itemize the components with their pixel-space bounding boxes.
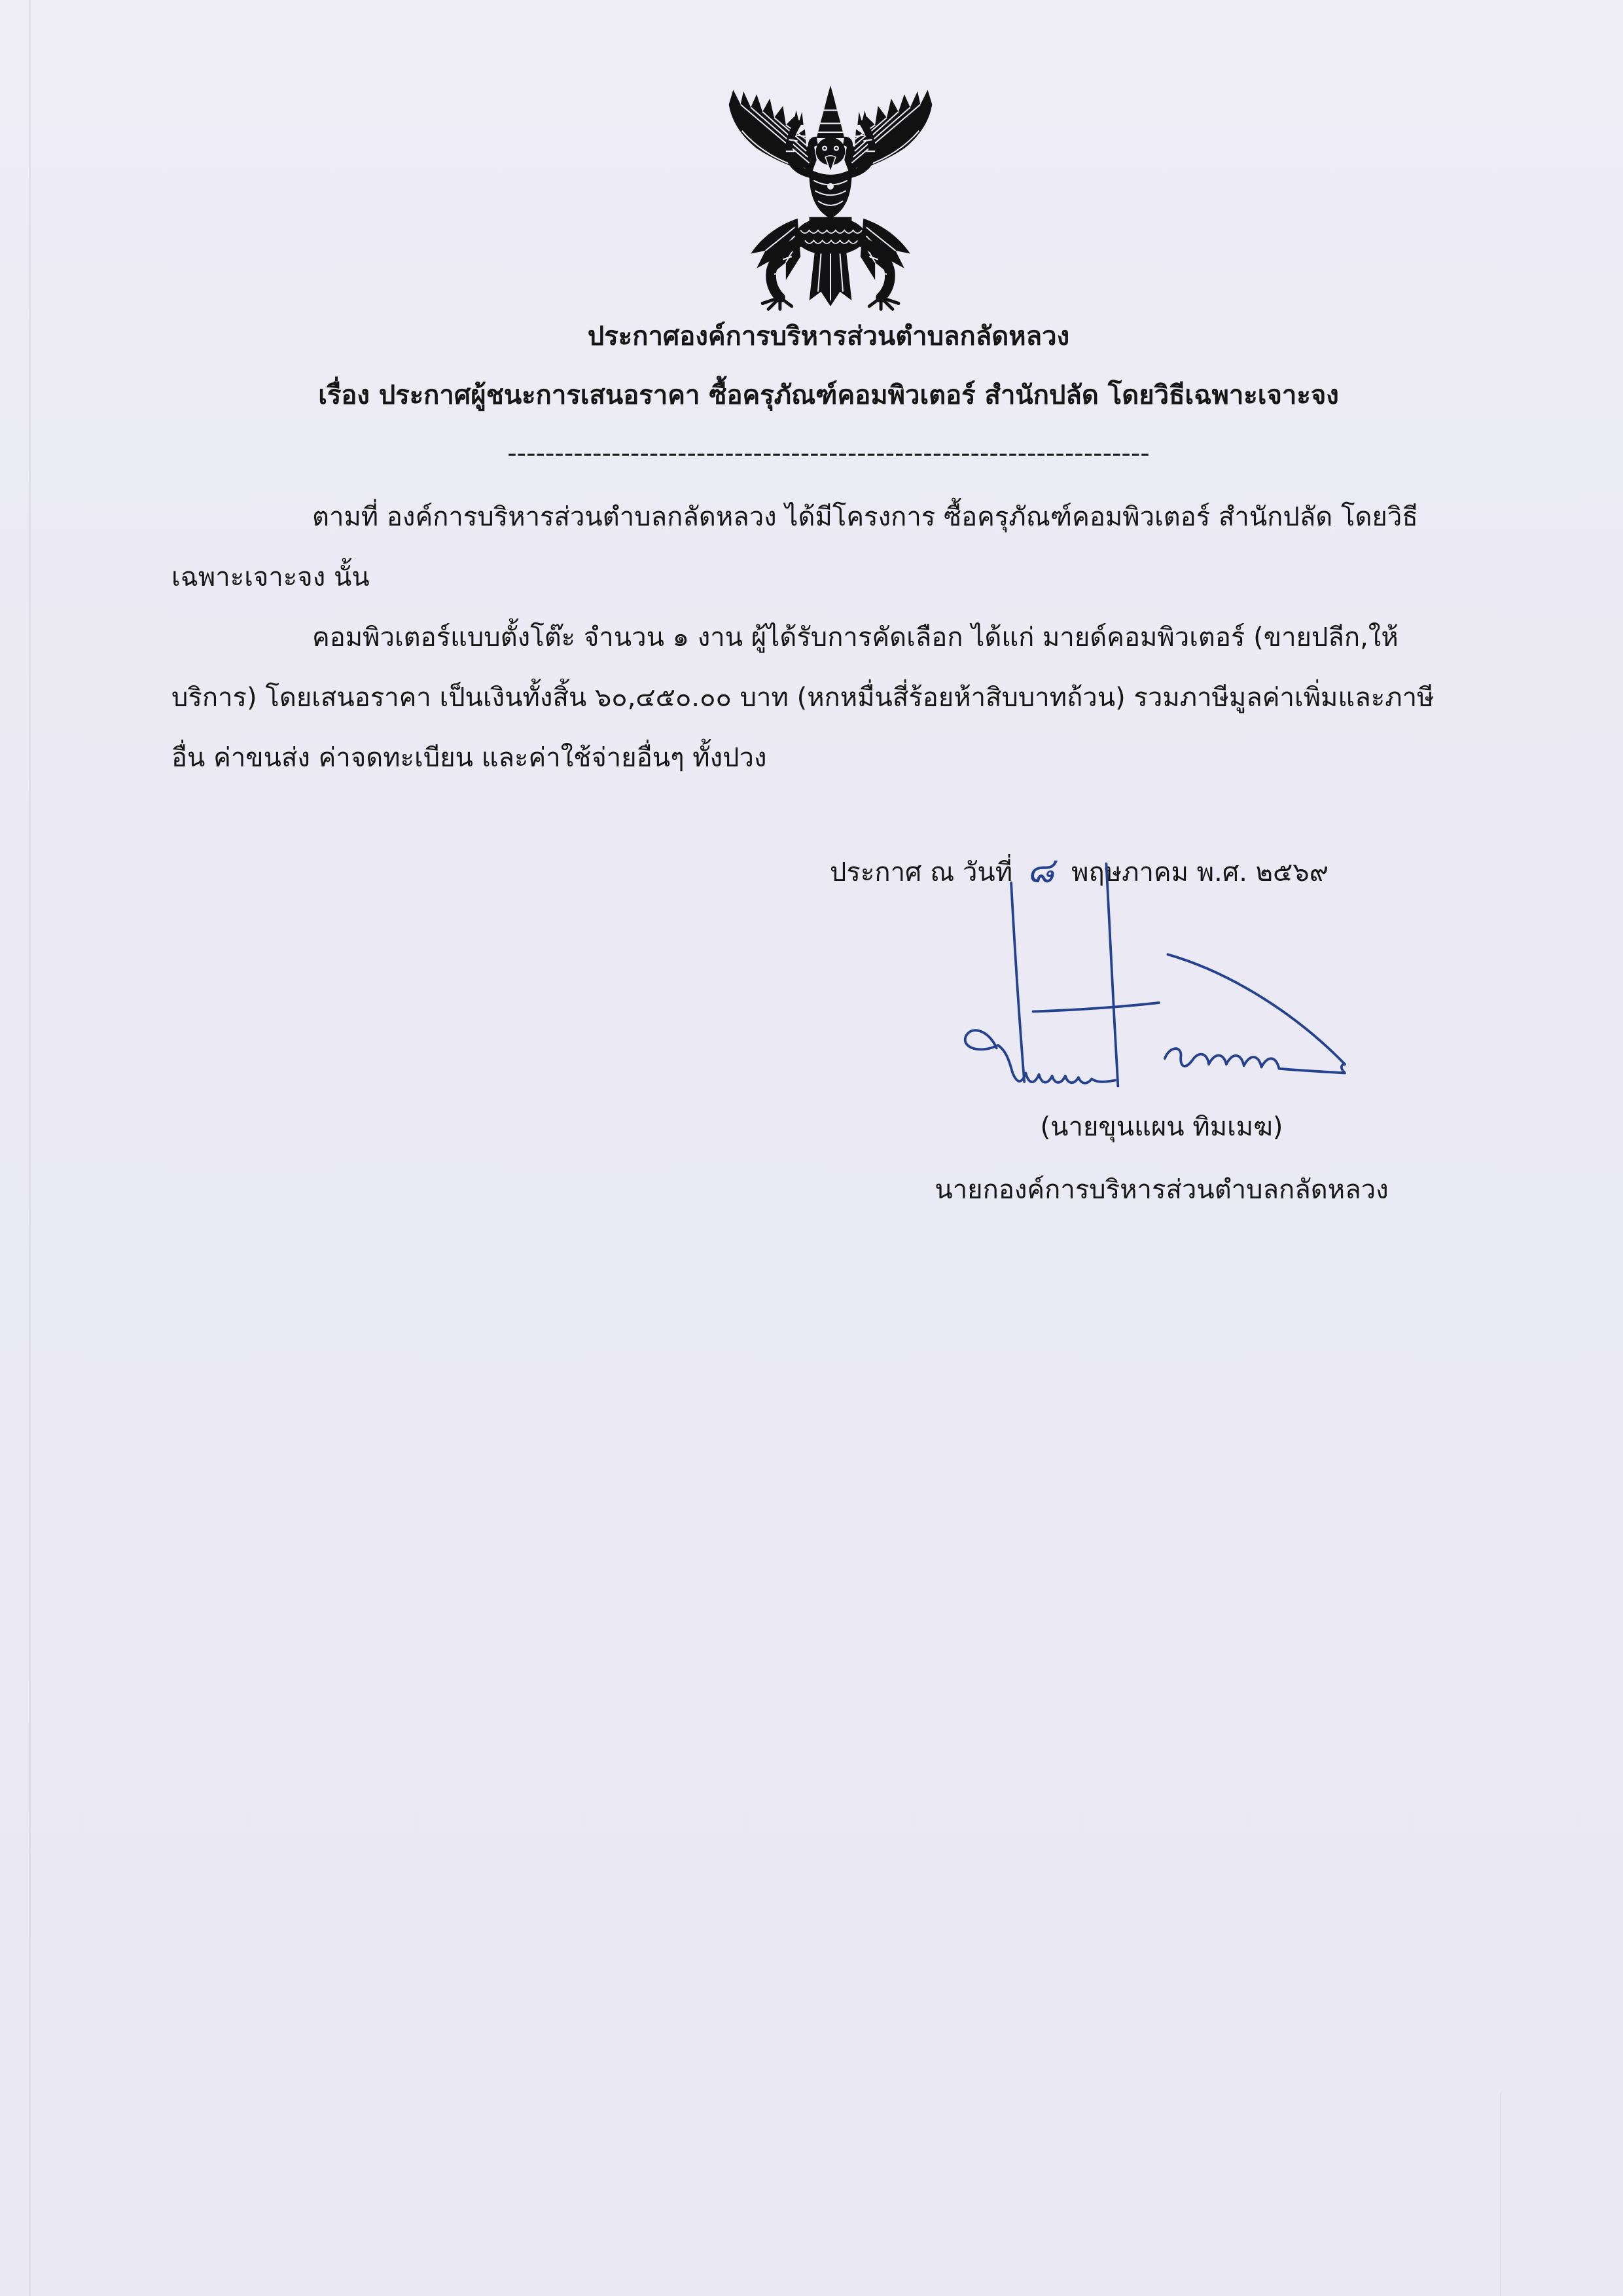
signature	[936, 849, 1376, 1113]
signatory-position: นายกองค์การบริหารส่วนตำบลกลัดหลวง	[935, 1175, 1389, 1205]
signatory-name: (นายขุนแผน ทิมเมฆ)	[1040, 1112, 1283, 1142]
date-day-handwritten: ๘	[1027, 850, 1054, 891]
body-line: บริการ) โดยเสนอราคา เป็นเงินทั้งสิ้น ๖๐,๔๕๐.๐๐ บาท (หกหมื่นสี่ร้อยห้าสิบบาทถ้วน) รวมภาษีมูลค่าเพิ่มและภาษี	[171, 683, 1435, 713]
announcement-body	[171, 487, 1477, 788]
scan-edge-bottom	[1500, 2093, 1501, 2296]
body-line: เฉพาะเจาะจง นั้น	[171, 562, 370, 592]
date-month-year: พฤษภาคม พ.ศ. ๒๕๖๙	[1071, 857, 1329, 888]
announcement-title: ประกาศองค์การบริหารส่วนตำบลกลัดหลวง	[587, 321, 1070, 351]
separator-line: --------------------------------------------------------------------	[507, 439, 1150, 469]
date-prefix: ประกาศ ณ วันที่	[830, 857, 1013, 888]
announcement-subject: เรื่อง ประกาศผู้ชนะการเสนอราคา ซื้อครุภัณฑ์คอมพิวเตอร์ สำนักปลัด โดยวิธีเฉพาะเจาะจง	[318, 380, 1339, 410]
scan-edge-left	[29, 0, 31, 2296]
garuda-emblem-icon	[724, 84, 936, 311]
body-line: คอมพิวเตอร์แบบตั้งโต๊ะ จำนวน ๑ งาน ผู้ได้รับการคัดเลือก ได้แก่ มายด์คอมพิวเตอร์ (ขายปลีก,ให้	[312, 622, 1399, 653]
body-line: อื่น ค่าขนส่ง ค่าจดทะเบียน และค่าใช้จ่ายอื่นๆ ทั้งปวง	[171, 743, 767, 773]
body-line: ตามที่ องค์การบริหารส่วนตำบลกลัดหลวง ได้มีโครงการ ซื้อครุภัณฑ์คอมพิวเตอร์ สำนักปลัด โดยวิธี	[312, 502, 1418, 532]
